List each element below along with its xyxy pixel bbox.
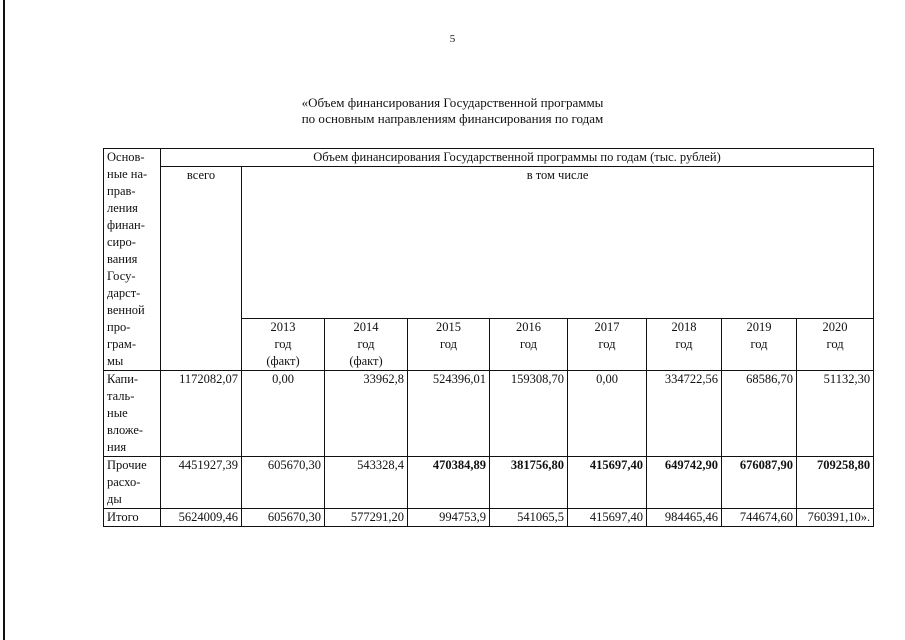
- table-title: [0, 95, 905, 127]
- row-header-cell: [104, 149, 161, 371]
- row-header-line: финан-: [107, 218, 145, 232]
- row-value: 709258,80: [797, 457, 874, 509]
- row-header-line: венной: [107, 303, 145, 317]
- row-value: 676087,90: [722, 457, 797, 509]
- year-number: 2020: [822, 320, 848, 334]
- year-number: 2015: [436, 320, 461, 334]
- row-label: [104, 371, 161, 457]
- year-word: год: [598, 337, 616, 351]
- year-number: 2018: [671, 320, 697, 334]
- row-total: 5624009,46: [161, 509, 242, 527]
- row-value: 470384,89: [408, 457, 490, 509]
- table-row: [104, 509, 874, 527]
- row-value: 744674,60: [722, 509, 797, 527]
- row-header-line: Госу-: [107, 269, 136, 283]
- year-number: 2013: [270, 320, 296, 334]
- row-value: 334722,56: [647, 371, 722, 457]
- row-value: 415697,40: [568, 457, 647, 509]
- row-label-line: расхо-: [107, 475, 141, 489]
- row-value: 541065,5: [490, 509, 568, 527]
- financing-table: [103, 148, 874, 527]
- row-value: 994753,9: [408, 509, 490, 527]
- row-value: 649742,90: [647, 457, 722, 509]
- title-line-2: по основным направлениям финансирования по годам: [301, 111, 604, 126]
- year-header-2014: [325, 319, 408, 371]
- row-value: 415697,40: [568, 509, 647, 527]
- year-number: 2016: [516, 320, 541, 334]
- row-value: 51132,30: [797, 371, 874, 457]
- row-value: 760391,10».: [797, 509, 874, 527]
- row-label-line: ные: [107, 406, 128, 420]
- year-word: год: [439, 337, 458, 351]
- year-header-2017: [568, 319, 647, 371]
- row-value: 68586,70: [722, 371, 797, 457]
- year-header-2013: [242, 319, 325, 371]
- row-label: [104, 509, 161, 527]
- title-line-1: «Объем финансирования Государственной программы: [301, 95, 604, 110]
- header-row-2: [104, 167, 874, 319]
- row-header-line: сиро-: [107, 235, 136, 249]
- year-word: год: [750, 337, 768, 351]
- row-label-line: Прочие: [107, 458, 147, 472]
- year-number: 2017: [594, 320, 620, 334]
- row-label: [104, 457, 161, 509]
- row-value: 159308,70: [490, 371, 568, 457]
- year-header-2019: [722, 319, 797, 371]
- group-header: Объем финансирования Государственной программы по годам (тыс. рублей): [161, 149, 874, 167]
- row-value: 577291,20: [325, 509, 408, 527]
- row-value: 33962,8: [325, 371, 408, 457]
- year-note: (факт): [349, 354, 383, 368]
- row-value: 605670,30: [242, 509, 325, 527]
- row-header-line: про-: [107, 320, 131, 334]
- row-label-line: Итого: [107, 510, 139, 524]
- year-header-2015: [408, 319, 490, 371]
- row-value: 984465,46: [647, 509, 722, 527]
- table-row: [104, 371, 874, 457]
- subgroup-header: в том числе: [242, 167, 874, 319]
- total-header: всего: [161, 167, 242, 371]
- year-word: год: [826, 337, 844, 351]
- row-header-line: дарст-: [107, 286, 141, 300]
- row-header-line: Основ-: [107, 150, 145, 164]
- row-value: 0,00: [568, 371, 647, 457]
- row-header-line: грам-: [107, 337, 136, 351]
- header-row-1: [104, 149, 874, 167]
- row-header-line: вания: [107, 252, 138, 266]
- year-word: год: [274, 337, 292, 351]
- year-header-2018: [647, 319, 722, 371]
- year-number: 2019: [746, 320, 772, 334]
- year-note: (факт): [266, 354, 300, 368]
- year-word: год: [519, 337, 538, 351]
- row-header-line: ные на-: [107, 167, 148, 181]
- row-label-line: вложе-: [107, 423, 144, 437]
- row-value: 543328,4: [325, 457, 408, 509]
- row-total: 4451927,39: [161, 457, 242, 509]
- row-label-line: Капи-: [107, 372, 139, 386]
- year-header-2020: [797, 319, 874, 371]
- year-header-2016: [490, 319, 568, 371]
- page-number: 5: [449, 33, 456, 45]
- row-value: 381756,80: [490, 457, 568, 509]
- row-label-line: ды: [107, 492, 122, 506]
- year-word: год: [675, 337, 693, 351]
- row-total: 1172082,07: [161, 371, 242, 457]
- row-label-line: таль-: [107, 389, 135, 403]
- row-value: 605670,30: [242, 457, 325, 509]
- year-word: год: [357, 337, 375, 351]
- year-number: 2014: [353, 320, 379, 334]
- row-label-line: ния: [107, 440, 127, 454]
- row-value: 0,00: [242, 371, 325, 457]
- row-header-line: прав-: [107, 184, 136, 198]
- row-header-line: мы: [107, 354, 124, 368]
- table-row: [104, 457, 874, 509]
- row-header-line: ления: [107, 201, 138, 215]
- row-value: 524396,01: [408, 371, 490, 457]
